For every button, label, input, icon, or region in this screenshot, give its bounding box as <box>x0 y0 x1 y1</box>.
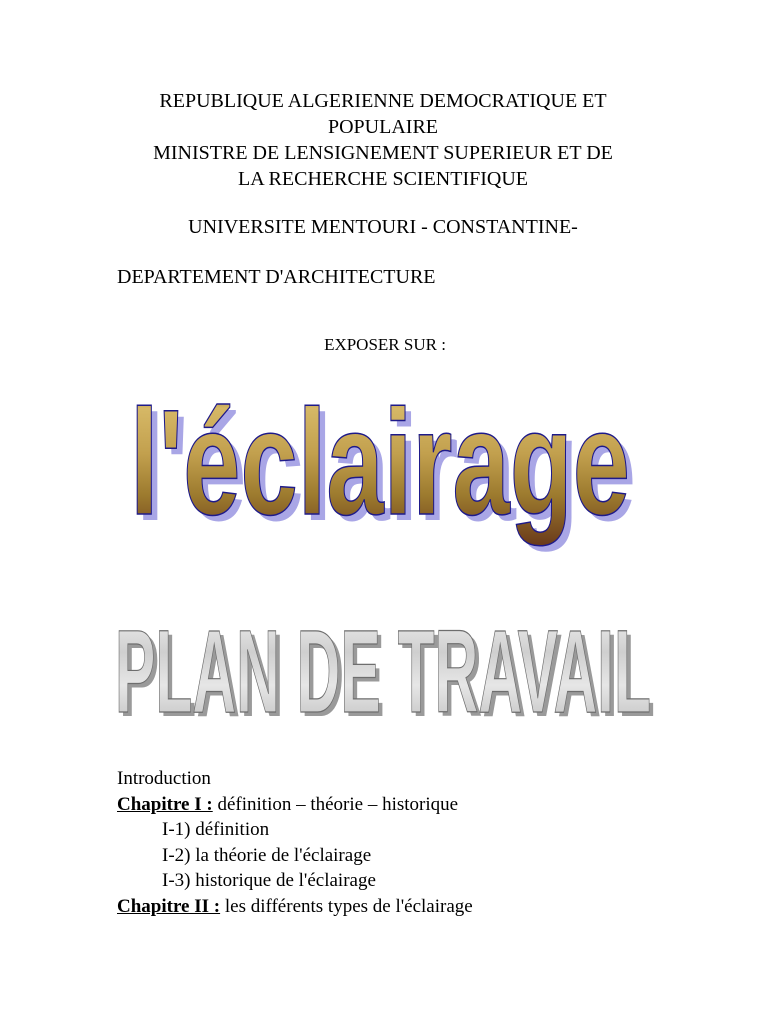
wordart-title-text: l'éclairage <box>130 378 630 546</box>
chapter-1-title: définition – théorie – historique <box>212 793 459 815</box>
wordart-subtitle-text: PLAN DE TRAVAIL <box>115 612 651 732</box>
table-of-contents <box>117 766 473 919</box>
chapter-2-label: Chapitre II : <box>117 895 221 917</box>
university-name: UNIVERSITE MENTOURI - CONSTANTINE- <box>188 216 578 238</box>
toc-item: I-3) historique de l'éclairage <box>162 870 376 891</box>
wordart-subtitle <box>108 612 660 732</box>
chapter-2-title: les différents types de l'éclairage <box>220 895 473 917</box>
toc-chapter-1 <box>117 792 473 818</box>
toc-item: I-2) la théorie de l'éclairage <box>162 844 372 866</box>
header-line-ministry: MINISTRE DE LENSIGNEMENT SUPERIEUR ET DE <box>153 142 613 164</box>
toc-item: I-1) définition <box>162 819 270 840</box>
department-name: DEPARTEMENT D'ARCHITECTURE <box>117 266 436 288</box>
exposer-label: EXPOSER SUR : <box>324 335 446 354</box>
wordart-subtitle-shadow: PLAN DE TRAVAIL <box>119 612 655 732</box>
header-line-research: LA RECHERCHE SCIENTIFIQUE <box>238 168 528 190</box>
toc-introduction: Introduction <box>117 768 211 789</box>
wordart-title <box>118 362 648 572</box>
header-line-republic: REPUBLIQUE ALGERIENNE DEMOCRATIQUE ET <box>159 90 607 112</box>
wordart-title-shadow: l'éclairage <box>136 384 636 552</box>
institution-header <box>100 88 666 192</box>
chapter-1-label: Chapitre I : <box>117 793 213 815</box>
header-line-populaire: POPULAIRE <box>327 116 438 138</box>
toc-chapter-2 <box>117 894 473 920</box>
